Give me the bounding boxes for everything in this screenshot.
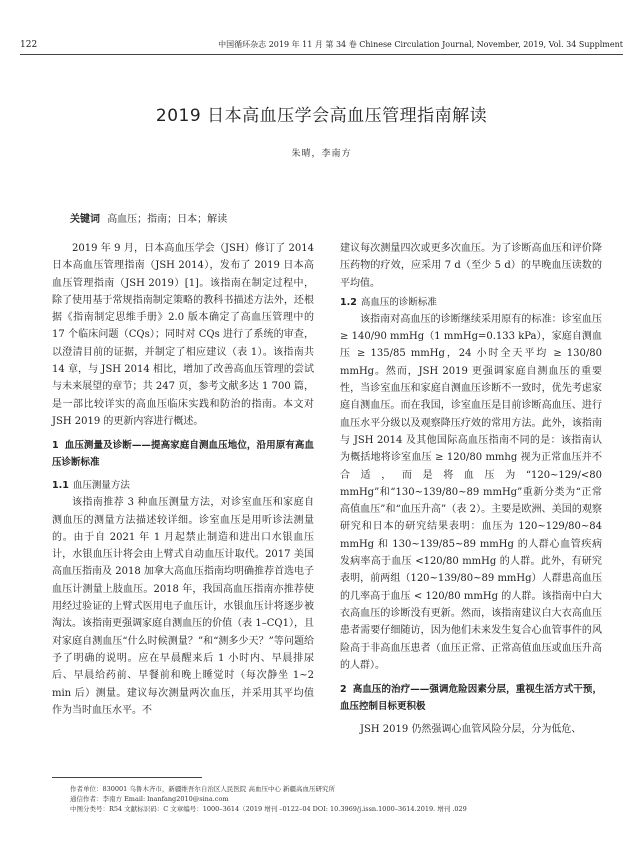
paragraph-1-2: 该指南对高血压的诊断继续采用原有的标准：诊室血压 ≥ 140/90 mmHg（1 mmHg=0.133 kPa），家庭自测血压 ≥ 135/85 mmHg，24 小时全天平均 ≥ 130/80 mmHg。然而，JSH 2019 更强调家庭自测血压的重要性，当诊室血压和家庭自测血压诊断不一致时，优先考虑家庭自测血压。而在我国，诊室血压是目前诊断高血压、进行血压水平分级以及观察降压疗效的常用方法。此外，该指南与 JSH 2014 及其他国际高血压指南不同的是：该指南认为概括地将诊室血压 ≥ 120/80 mmhg 视为正常血压并不合适，而是将血压为“120~129/<80 mmHg”和“130~139/80~89 mmHg”重新分类为“正常高值血压”和“血压升高”（表 2）。主要是欧洲、美国的观察研究和日本的研究结果表明：血压为 120~129/80~84 mmHg 和 130~139/85~89 mmHg 的人群心血管疾病发病率高于血压 <120/80 mmHg 的人群。此外，有研究表明，前两组（120~139/80~89 mmHg）人群患高血压的几率高于血压 < 120/80 mmHg 的人群。该指南中白大衣高血压的诊断没有更新。然而，该指南建议白大衣高血压患者需要仔细随访，因为他们未来发生复合心血管事件的风险高于非高血压患者（血压正常、正常高值血压或血压升高的人群）。 (340, 313, 602, 671)
left-column (52, 240, 314, 719)
footnote-correspondence: 通信作者：李南方 Email: lnanfang2010@sina.com (70, 795, 229, 803)
section-1-heading (52, 437, 314, 471)
paragraph-continued: 建议每次测量四次或更多次血压。为了诊断高血压和评价降压药物的疗效，应采用 7 d（至少 5 d）的早晚血压读数的平均值。 (340, 243, 602, 289)
author-line: 朱晴，李南方 (291, 149, 352, 159)
subsection-1-2-heading (340, 294, 602, 311)
footnote-divider (52, 777, 202, 778)
section-2-heading (340, 681, 602, 715)
journal-citation: 中国循环杂志 2019 年 11 月 第 34 卷 Chinese Circulation Journal, November, 2019, Vol. 34 Supplment (218, 40, 623, 49)
subsection-1-1-title: 血压测量方法 (72, 480, 130, 492)
section-2-number: 2 (340, 684, 347, 696)
section-2-title: 高血压的治疗——强调危险因素分层，重视生活方式干预，血压控制目标更积极 (340, 684, 602, 713)
paragraph-1-1: 该指南推荐 3 种血压测量方法，对诊室血压和家庭自测血压的测量方法描述较详细。诊室血压是用听诊法测量的。由于自 2021 年 1 月起禁止制造和进出口水银血压计，水银血压计将会由上臂式自动血压计取代。2017 美国高血压指南及 2018 加拿大高血压指南均明确推荐首选电子血压计测量上肢血压。2018 年，我国高血压指南亦推荐使用经过验证的上臂式医用电子血压计，水银血压计将逐步被淘汰。该指南更强调家庭自测血压的价值（表 1–CQ1），且对家庭自测血压“什么时候测量？”和“测多少天？”等问题给予了明确的说明。应在早晨醒来后 1 小时内、早晨排尿后、早晨给药前、早餐前和晚上睡觉时（每次静坐 1~2 min 后）测量。建议每次测量两次血压，并采用其平均值作为当时血压水平。不 (52, 497, 314, 716)
right-column (340, 240, 602, 738)
footnote-affiliation: 作者单位：830001 乌鲁木齐市，新疆维吾尔自治区人民医院 高血压中心 新疆高血压研究所 (70, 785, 336, 793)
section-1-number: 1 (52, 440, 59, 452)
keywords-label: 关键词 (70, 214, 100, 225)
keywords-text: 高血压；指南；日本；解读 (107, 214, 228, 225)
section-1-title: 血压测量及诊断——提高家庭自测血压地位，沿用原有高血压诊断标准 (52, 440, 314, 469)
subsection-1-1-number: 1.1 (52, 480, 69, 492)
paragraph-2: JSH 2019 仍然强调心血管风险分层，分为低危、 (360, 724, 582, 736)
page-number: 122 (20, 40, 38, 50)
intro-paragraph: 2019 年 9 月，日本高血压学会（JSH）修订了 2014 日本高血压管理指南（JSH 2014），发布了 2019 日本高血压管理指南（JSH 2019）[1]。该指南在制定过程中，除了使用基于常规指南制定策略的教科书描述方法外，还根据《指南制定思维手册》2.0 版本确定了高血压管理中的 17 个临床问题（CQs）；同时对 CQs 进行了系统的审查，以澄清目前的证据，并制定了相应建议（表 1）。该指南共 14 章，与 JSH 2014 相比，增加了改善高血压管理的尝试与未来展望的章节；共 247 页，参考文献多达 1 700 篇，是一部比较详实的高血压临床实践和防治的指南。本文对 JSH 2019 的更新内容进行概述。 (52, 243, 314, 427)
keywords-line (70, 210, 227, 225)
footnote (70, 784, 603, 814)
subsection-1-2-title: 高血压的诊断标准 (360, 296, 437, 308)
subsection-1-1-heading (52, 477, 314, 494)
footnote-classification: 中图分类号：R54 文献标识码：C 文章编号：1000–3614（2019 增刊 –0122–04 DOI: 10.3969/j.issn.1000–3614.2019. 增刊 .029 (70, 805, 467, 813)
article-title: 2019 日本高血压学会高血压管理指南解读 (155, 106, 488, 126)
subsection-1-2-number: 1.2 (340, 296, 357, 308)
running-header (20, 40, 623, 55)
